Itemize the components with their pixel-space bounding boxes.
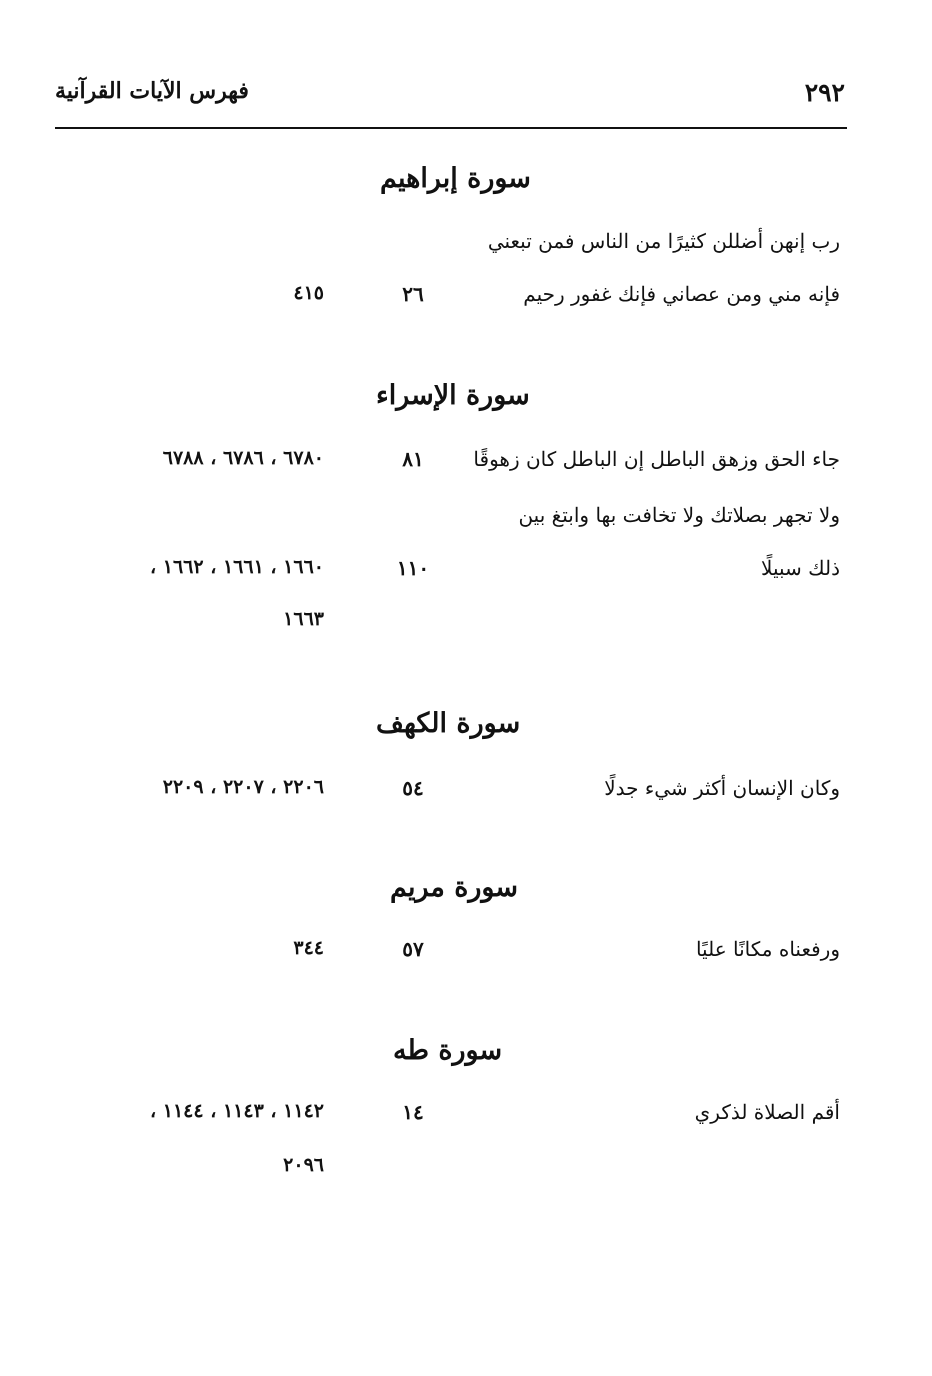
verse-line: ولا تجهر بصلاتك ولا تخافت بها وابتغ بين	[518, 503, 840, 527]
verse-line: رب إنهن أضللن كثيرًا من الناس فمن تبعني	[487, 229, 840, 253]
page-number: ٢٩٢	[804, 78, 845, 107]
ayah-number: ٨١	[402, 447, 424, 471]
verse-line: فإنه مني ومن عصاني فإنك غفور رحيم	[523, 282, 840, 306]
hadith-refs: ٢٢٠٦ ، ٢٢٠٧ ، ٢٢٠٩	[162, 776, 324, 798]
surah-title-isra: سورة الإسراء	[376, 380, 530, 411]
ayah-number: ٥٧	[402, 937, 424, 961]
hadith-refs-continued: ٢٠٩٦	[283, 1154, 324, 1176]
ayah-number: ٥٤	[402, 776, 424, 800]
hadith-refs: ٣٤٤	[293, 937, 324, 959]
hadith-refs: ١٦٦٠ ، ١٦٦١ ، ١٦٦٢ ،	[150, 556, 324, 578]
surah-title-maryam: سورة مريم	[390, 872, 518, 903]
surah-title-kahf: سورة الكهف	[376, 708, 521, 739]
verse-line: ذلك سبيلًا	[761, 556, 840, 580]
verse-line: ورفعناه مكانًا عليًا	[695, 937, 840, 961]
ayah-number: ١٤	[402, 1100, 424, 1124]
ayah-number: ٢٦	[402, 282, 424, 306]
running-title: فهرس الآيات القرآنية	[55, 78, 249, 104]
hadith-refs: ١١٤٢ ، ١١٤٣ ، ١١٤٤ ،	[150, 1100, 324, 1122]
verse-line: أقم الصلاة لذكري	[694, 1100, 840, 1124]
hadith-refs: ٤١٥	[293, 282, 324, 304]
ayah-number: ١١٠	[396, 556, 430, 580]
surah-title-taha: سورة طه	[393, 1035, 503, 1066]
surah-title-ibrahim: سورة إبراهيم	[380, 163, 531, 194]
verse-line: وكان الإنسان أكثر شيء جدلًا	[604, 776, 840, 800]
header-rule	[55, 127, 847, 129]
verse-line: جاء الحق وزهق الباطل إن الباطل كان زهوقًا	[473, 447, 840, 471]
hadith-refs-continued: ١٦٦٣	[283, 608, 324, 630]
hadith-refs: ٦٧٨٠ ، ٦٧٨٦ ، ٦٧٨٨	[162, 447, 324, 469]
page-header	[55, 74, 847, 114]
